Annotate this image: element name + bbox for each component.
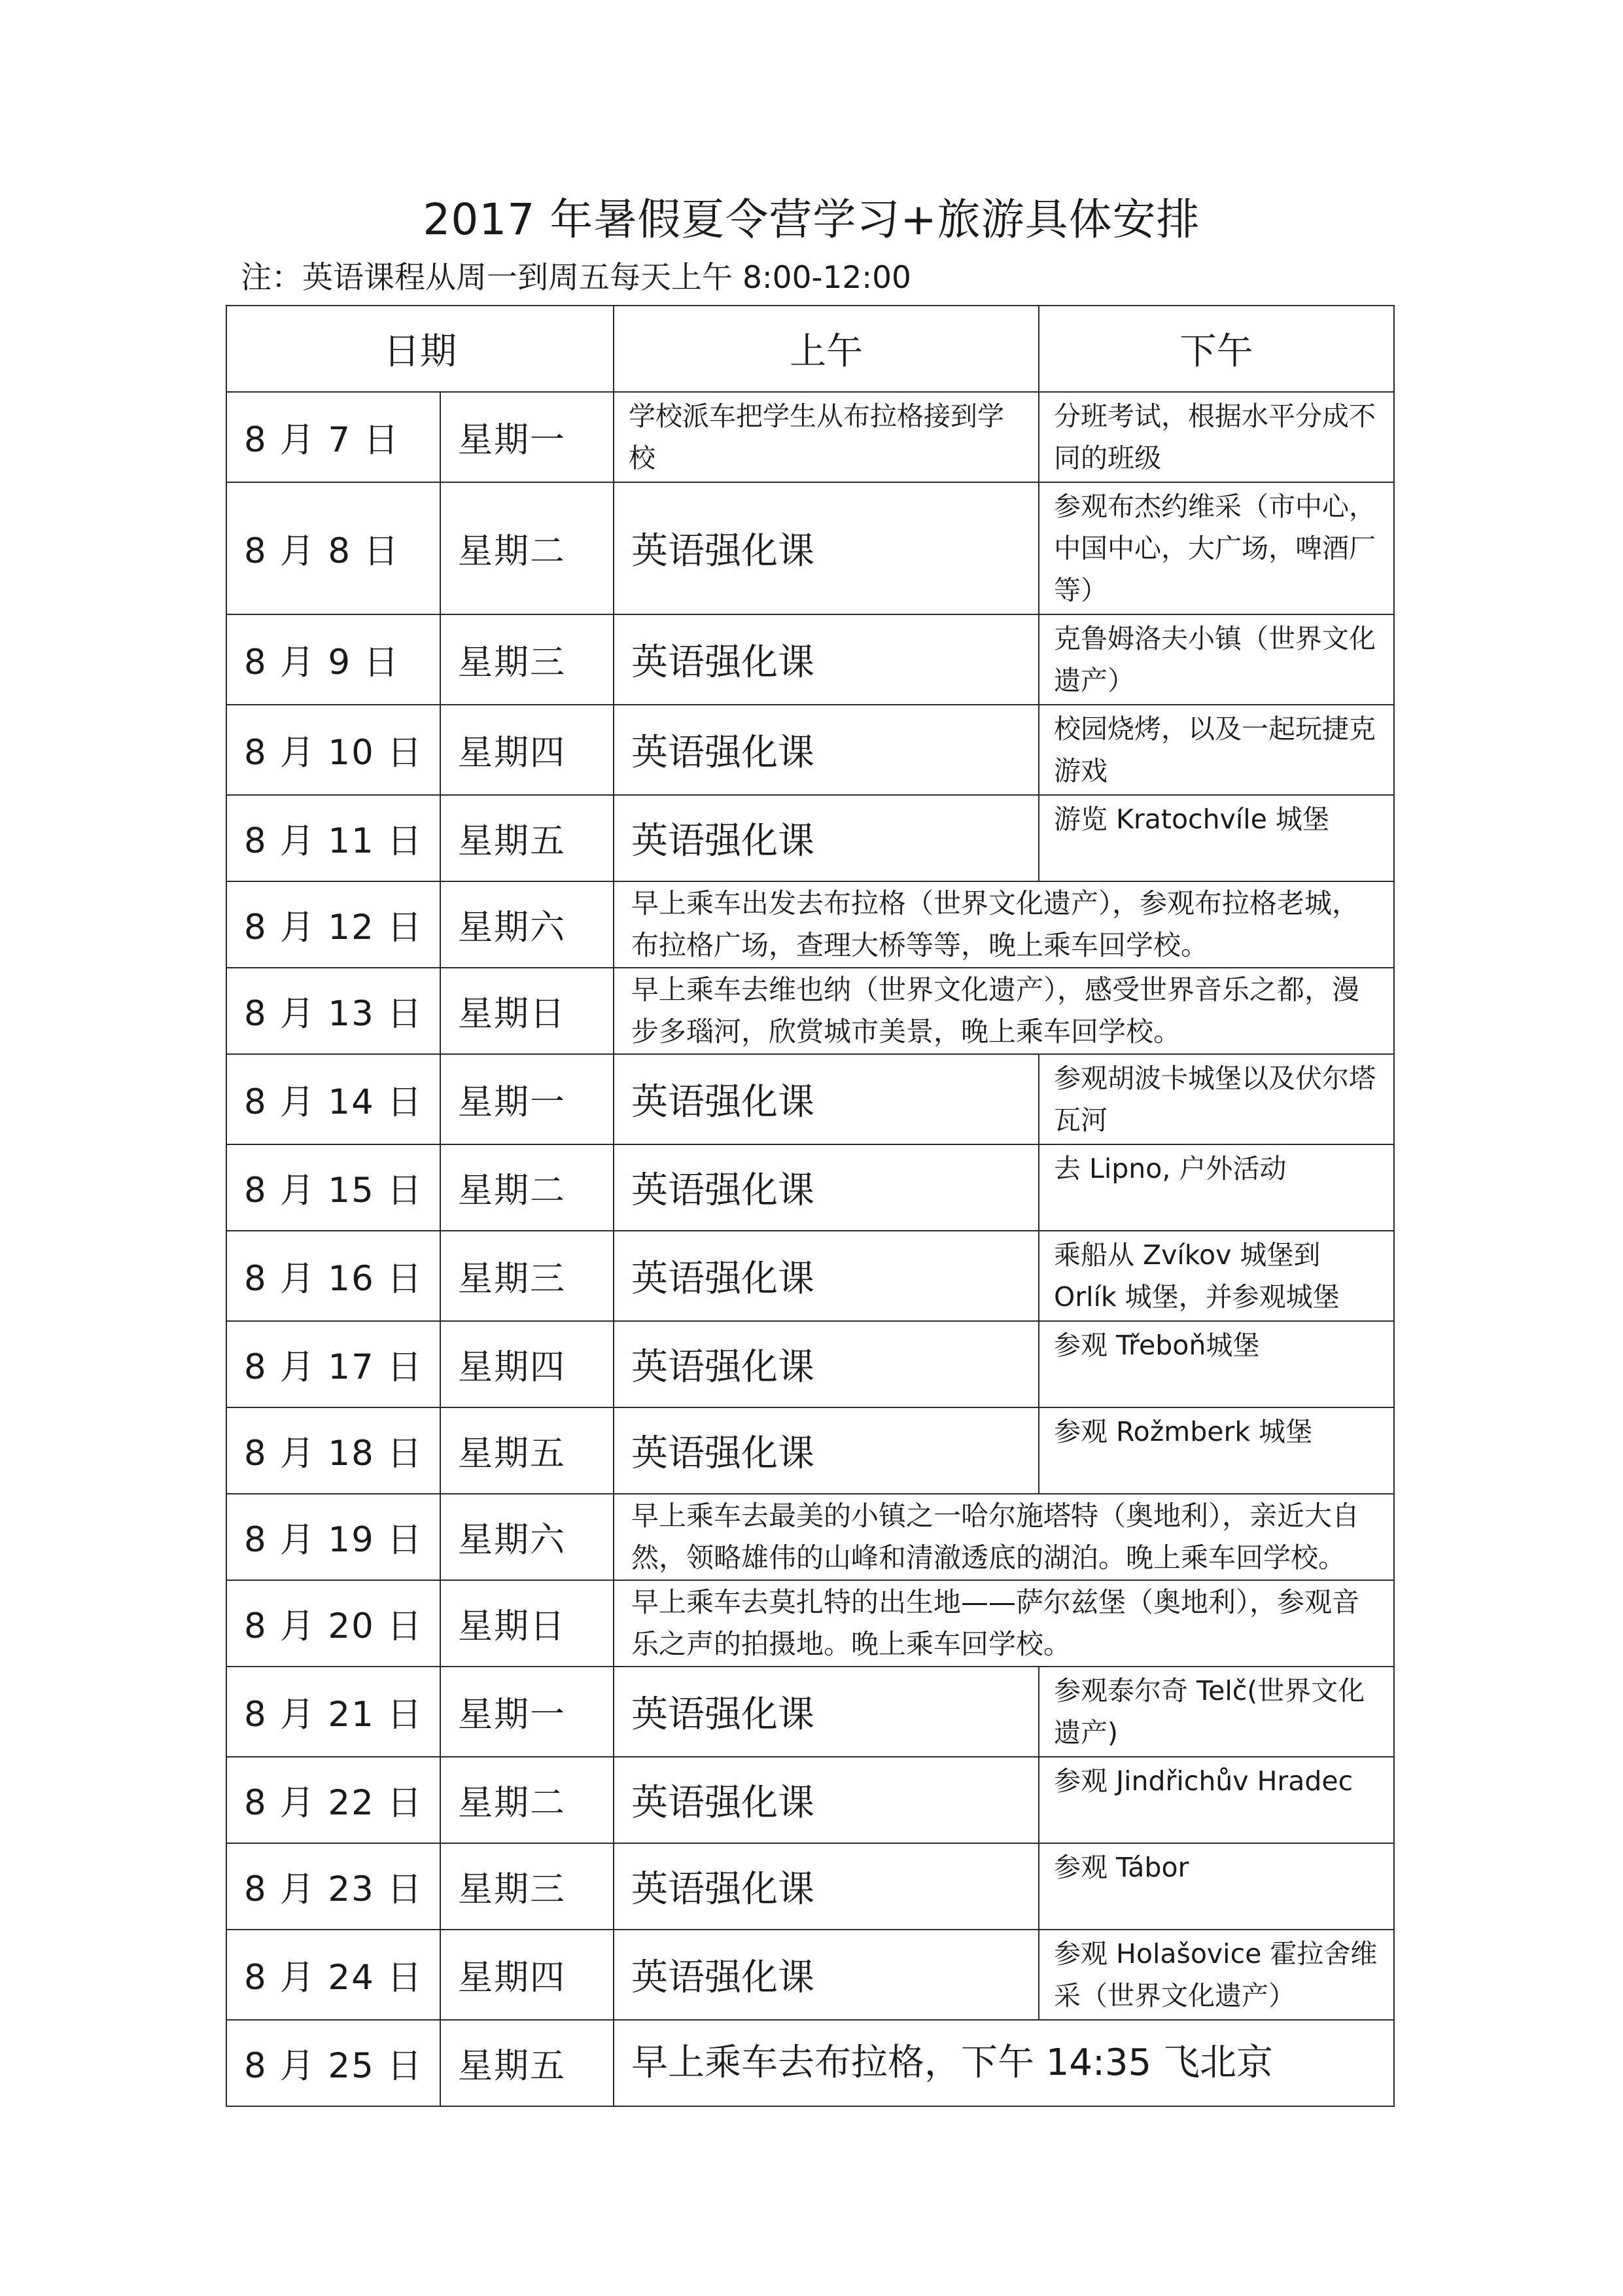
weekday-cell: 星期三: [440, 1843, 614, 1930]
morning-cell: 英语强化课: [614, 1407, 1039, 1494]
date-cell: 8 月 18 日: [226, 1407, 440, 1494]
schedule-table: [226, 305, 1395, 2107]
header-row: [226, 306, 1394, 392]
table-row: [226, 1843, 1394, 1930]
weekday-cell: 星期一: [440, 392, 614, 482]
table-row: [226, 1054, 1394, 1144]
weekday-cell: 星期六: [440, 1494, 614, 1580]
full-day-cell: 早上乘车出发去布拉格（世界文化遗产），参观布拉格老城，布拉格广场，查理大桥等等，晚上乘车回学校。: [614, 881, 1394, 968]
morning-cell: 英语强化课: [614, 482, 1039, 614]
weekday-cell: 星期二: [440, 482, 614, 614]
afternoon-cell: 参观 Holašovice 霍拉舍维采（世界文化遗产）: [1039, 1930, 1394, 2020]
date-cell: 8 月 16 日: [226, 1231, 440, 1321]
afternoon-cell: 参观泰尔奇 Telč(世界文化遗产): [1039, 1667, 1394, 1757]
document-title: 2017 年暑假夏令营学习+旅游具体安排: [423, 194, 1200, 245]
date-cell: 8 月 17 日: [226, 1321, 440, 1407]
table-row: [226, 392, 1394, 482]
weekday-cell: 星期六: [440, 881, 614, 968]
weekday-cell: 星期四: [440, 705, 614, 795]
date-cell: 8 月 20 日: [226, 1580, 440, 1667]
full-day-cell: 早上乘车去维也纳（世界文化遗产），感受世界音乐之都，漫步多瑙河，欣赏城市美景，晚上乘车回学校。: [614, 968, 1394, 1054]
morning-cell: 英语强化课: [614, 1321, 1039, 1407]
table-row: [226, 1580, 1394, 1667]
date-cell: 8 月 14 日: [226, 1054, 440, 1144]
weekday-cell: 星期四: [440, 1321, 614, 1407]
afternoon-cell: 参观 Třeboň城堡: [1039, 1321, 1394, 1407]
morning-cell: 英语强化课: [614, 1144, 1039, 1231]
table-row: [226, 482, 1394, 614]
table-row: [226, 1144, 1394, 1231]
date-cell: 8 月 24 日: [226, 1930, 440, 2020]
header-afternoon: 下午: [1039, 306, 1394, 392]
date-cell: 8 月 11 日: [226, 795, 440, 881]
date-cell: 8 月 7 日: [226, 392, 440, 482]
date-cell: 8 月 15 日: [226, 1144, 440, 1231]
table-row: [226, 705, 1394, 795]
table-row: [226, 1757, 1394, 1843]
date-cell: 8 月 12 日: [226, 881, 440, 968]
weekday-cell: 星期日: [440, 968, 614, 1054]
table-row: [226, 1407, 1394, 1494]
date-cell: 8 月 19 日: [226, 1494, 440, 1580]
morning-cell: 英语强化课: [614, 1231, 1039, 1321]
afternoon-cell: 去 Lipno, 户外活动: [1039, 1144, 1394, 1231]
morning-cell: 学校派车把学生从布拉格接到学校: [614, 392, 1039, 482]
afternoon-cell: 参观胡波卡城堡以及伏尔塔瓦河: [1039, 1054, 1394, 1144]
morning-cell: 英语强化课: [614, 1054, 1039, 1144]
weekday-cell: 星期二: [440, 1144, 614, 1231]
date-cell: 8 月 10 日: [226, 705, 440, 795]
table-row: [226, 614, 1394, 705]
full-day-cell: 早上乘车去布拉格，下午 14:35 飞北京: [614, 2020, 1394, 2106]
table-row: [226, 2020, 1394, 2106]
course-note: 注：英语课程从周一到周五每天上午 8:00-12:00: [241, 260, 911, 296]
afternoon-cell: 参观 Jindřichův Hradec: [1039, 1757, 1394, 1843]
afternoon-cell: 参观 Tábor: [1039, 1843, 1394, 1930]
table-row: [226, 795, 1394, 881]
weekday-cell: 星期五: [440, 2020, 614, 2106]
morning-cell: 英语强化课: [614, 614, 1039, 705]
weekday-cell: 星期三: [440, 1231, 614, 1321]
full-day-cell: 早上乘车去最美的小镇之一哈尔施塔特（奥地利），亲近大自然，领略雄伟的山峰和清澈透底的湖泊。晚上乘车回学校。: [614, 1494, 1394, 1580]
full-day-cell: 早上乘车去莫扎特的出生地——萨尔兹堡（奥地利），参观音乐之声的拍摄地。晚上乘车回学校。: [614, 1580, 1394, 1667]
morning-cell: 英语强化课: [614, 1757, 1039, 1843]
weekday-cell: 星期五: [440, 1407, 614, 1494]
table-row: [226, 881, 1394, 968]
date-cell: 8 月 13 日: [226, 968, 440, 1054]
table-row: [226, 1930, 1394, 2020]
date-cell: 8 月 22 日: [226, 1757, 440, 1843]
header-morning: 上午: [614, 306, 1039, 392]
date-cell: 8 月 8 日: [226, 482, 440, 614]
weekday-cell: 星期日: [440, 1580, 614, 1667]
date-cell: 8 月 23 日: [226, 1843, 440, 1930]
afternoon-cell: 游览 Kratochvíle 城堡: [1039, 795, 1394, 881]
weekday-cell: 星期一: [440, 1054, 614, 1144]
weekday-cell: 星期五: [440, 795, 614, 881]
afternoon-cell: 分班考试，根据水平分成不同的班级: [1039, 392, 1394, 482]
afternoon-cell: 乘船从 Zvíkov 城堡到 Orlík 城堡，并参观城堡: [1039, 1231, 1394, 1321]
date-cell: 8 月 25 日: [226, 2020, 440, 2106]
morning-cell: 英语强化课: [614, 1930, 1039, 2020]
table-row: [226, 968, 1394, 1054]
table-row: [226, 1494, 1394, 1580]
morning-cell: 英语强化课: [614, 795, 1039, 881]
morning-cell: 英语强化课: [614, 705, 1039, 795]
table-row: [226, 1321, 1394, 1407]
table-row: [226, 1231, 1394, 1321]
afternoon-cell: 参观布杰约维采（市中心，中国中心，大广场，啤酒厂等）: [1039, 482, 1394, 614]
afternoon-cell: 校园烧烤，以及一起玩捷克游戏: [1039, 705, 1394, 795]
afternoon-cell: 参观 Rožmberk 城堡: [1039, 1407, 1394, 1494]
date-cell: 8 月 21 日: [226, 1667, 440, 1757]
morning-cell: 英语强化课: [614, 1667, 1039, 1757]
weekday-cell: 星期二: [440, 1757, 614, 1843]
afternoon-cell: 克鲁姆洛夫小镇（世界文化遗产）: [1039, 614, 1394, 705]
date-cell: 8 月 9 日: [226, 614, 440, 705]
weekday-cell: 星期一: [440, 1667, 614, 1757]
header-date: 日期: [226, 306, 614, 392]
weekday-cell: 星期四: [440, 1930, 614, 2020]
morning-cell: 英语强化课: [614, 1843, 1039, 1930]
table-row: [226, 1667, 1394, 1757]
weekday-cell: 星期三: [440, 614, 614, 705]
